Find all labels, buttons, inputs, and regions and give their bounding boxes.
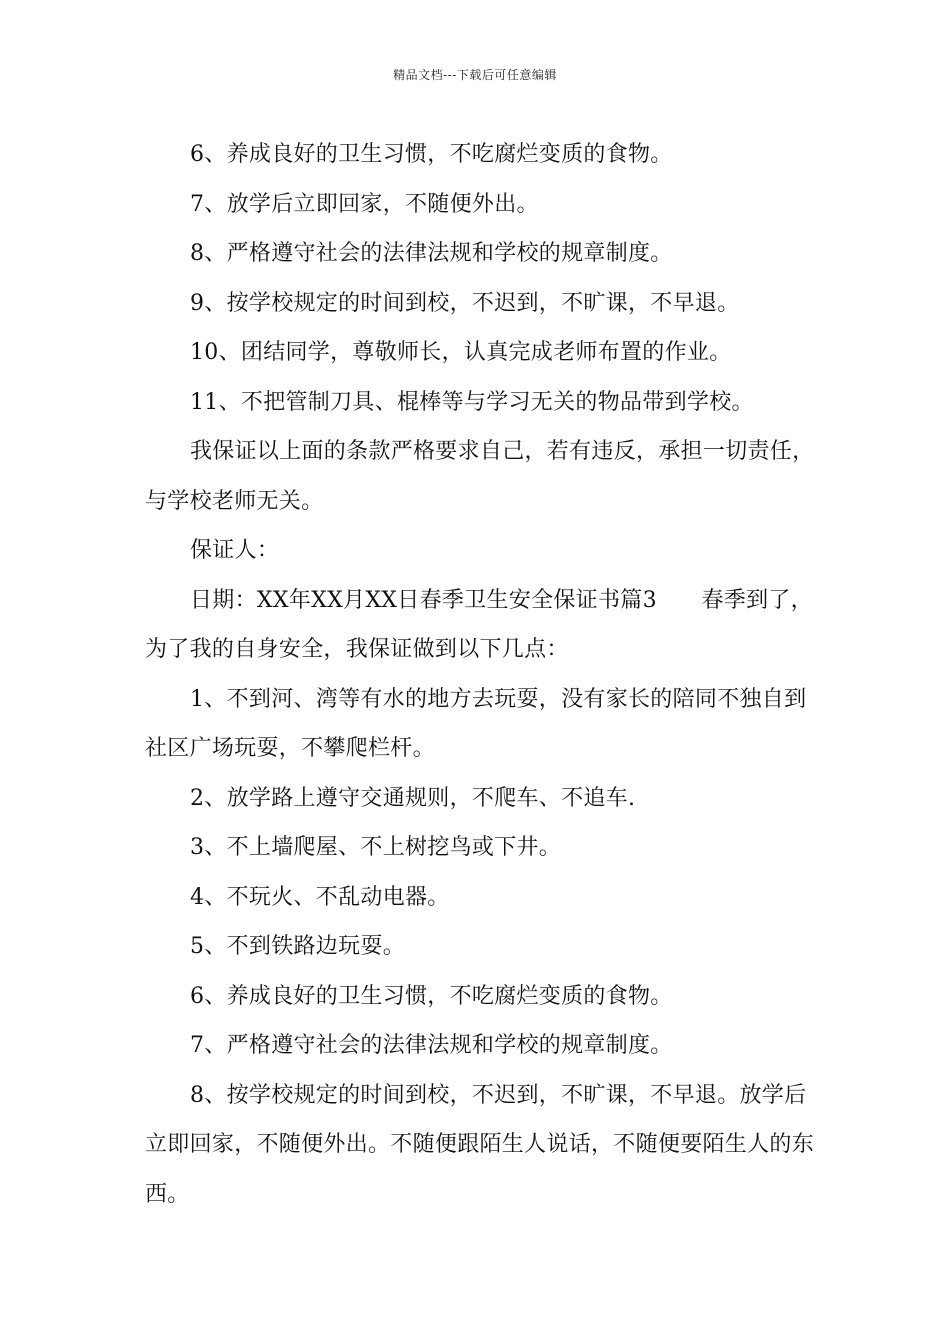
- document-body: [145, 130, 825, 1219]
- paragraph: 3、不上墙爬屋、不上树挖鸟或下井。: [190, 835, 562, 860]
- paragraph: 日期：XX年XX月XX日春季卫生安全保证书篇3 春季到了，为了我的自身安全，我保证做到以下几点：: [145, 587, 813, 662]
- paragraph: 10、团结同学，尊敬师长，认真完成老师布置的作业。: [190, 340, 732, 365]
- paragraph: 6、养成良好的卫生习惯，不吃腐烂变质的食物。: [190, 983, 673, 1009]
- paragraph: 5、不到铁路边玩耍。: [190, 934, 405, 959]
- paragraph: 4、不玩火、不乱动电器。: [190, 884, 450, 910]
- signature-line: 保证人：: [190, 538, 280, 563]
- paragraph: 1、不到河、湾等有水的地方去玩耍，没有家长的陪同不独自到社区广场玩耍，不攀爬栏杆。: [145, 686, 807, 761]
- paragraph: 8、按学校规定的时间到校，不迟到，不旷课，不早退。放学后立即回家，不随便外出。不随便跟陌生人说话，不随便要陌生人的东西。: [145, 1082, 815, 1207]
- page-header: 精品文档---下载后可任意编辑: [393, 68, 557, 82]
- paragraph: 6、养成良好的卫生习惯，不吃腐烂变质的食物。: [190, 142, 673, 167]
- paragraph: 11、不把管制刀具、棍棒等与学习无关的物品带到学校。: [190, 389, 754, 415]
- paragraph: 9、按学校规定的时间到校，不迟到，不旷课，不早退。: [190, 290, 740, 316]
- paragraph: 8、严格遵守社会的法律法规和学校的规章制度。: [190, 241, 673, 266]
- paragraph: 7、严格遵守社会的法律法规和学校的规章制度。: [190, 1033, 673, 1058]
- paragraph: 我保证以上面的条款严格要求自己，若有违反，承担一切责任，与学校老师无关。: [145, 439, 815, 514]
- paragraph: 2、放学路上遵守交通规则，不爬车、不追车.: [190, 785, 636, 811]
- paragraph: 7、放学后立即回家，不随便外出。: [190, 191, 539, 217]
